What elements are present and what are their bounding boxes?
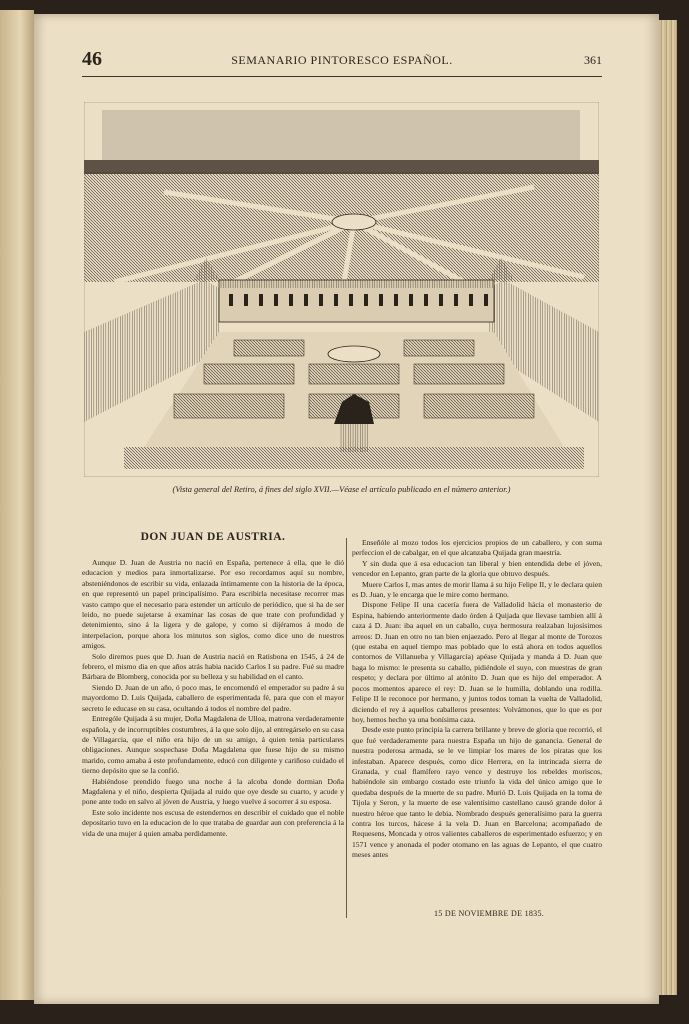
column-divider xyxy=(346,538,347,918)
issue-date: 15 DE NOVIEMBRE DE 1835. xyxy=(434,909,545,918)
article-paragraph: Desde este punto principia la carrera brillante y breve de gloria que recorrió, el que fué verdaderamente para nuestra España un hijo de ganancia. General de nuestra poderosa armada, se le ve limpiar los mares de los piratas que los infestaban. Aparece después, como dice Herrera, en la intrincada sierra de Granada, y cual flamífero rayo vence y destruye los rebeldes moriscos, habiéndole sin embargo costado este triunfo la vida del único amigo que le quedaba después de la muerte de su padre. Murió D. Luis Quijada en la toma de Tijola y Seron, y la muerte de ese valentísimo castellano causó grande dolor á nuestro héroe que tanto le debia. Nombrado después generalísimo para la guerra contra los turcos, hácese á la vela D. Juan en Barcelona; acompañado de Requesens, Moncada y otros valientes caballeros de esperimentado esfuerzo; y en 1571 vence y anonada el poder otomano en las aguas de Lepanto, el que cuatro meses antes xyxy=(352,725,602,860)
article-paragraph: Muere Carlos I, mas antes de morir llama á su hijo Felipe II, y le declara quien es D. Juan, y le encarga que le mire como hermano. xyxy=(352,579,602,600)
left-page-edge xyxy=(0,10,34,1000)
article-paragraph: Dispone Felipe II una cacería fuera de Valladolid hácia el monasterio de Espina, habiendo anteriormente dado órden á Quijada que llevase tambien allí á caza á D. Juan: iba aquel en un caballo, cuya hermosura realzaban lujosísimos arreos: D. Juan en otro no tan bien enjaezado. Pero al llegar al monte de Torozos (que estaba en aquel tiempo mas poblado que lo está ahora en todos aquellos contornos de Villanueba y Villagarcía) apéase Quijada y manda á D. Juan que haga lo mismo: le presenta su caballo, pidiéndole el suyo, con muestras de gran respeto; y declara por último al atónito D. Juan que es hijo del emperador. A pocos momentos aparece el rey: D. Juan se le humilla, doblando una rodilla. Felipe II le reconoce por hermano, y juntos todos toman la vuelta de Valladolid, diciendo el rey á aquellos caballeros presentes: Volvámonos, que lo que es por hoy, hemos hecho ya una bonísima caza. xyxy=(352,600,602,724)
page-header xyxy=(82,48,602,88)
article-title: DON JUAN DE AUSTRIA. xyxy=(140,531,286,543)
article-paragraph: Solo diremos pues que D. Juan de Austria nació en Ratisbona en 1545, á 24 de febrero, el mismo dia en que años atrás habia nacido Carlos I su padre. Fué su madre Bárbara de Blomberg, conocida por su belleza y su habilidad en el canto. xyxy=(82,651,344,682)
article-paragraph: Siendo D. Juan de un año, ó poco mas, le encomendó el emperador su padre á su mayordomo D. Luis Quijada, caballero de esperimentada fé, para que con el mayor secreto le educase en su casa, ocultando á todos el nombre del padre. xyxy=(82,682,344,713)
engraving-horizon xyxy=(84,160,599,174)
article-paragraph: Habiéndose prendido fuego una noche á la alcoba donde dormian Doña Magdalena y el niño, despierta Quijada al ruido que oye desde su cuarto, y acude y pone ante todo en salvo al jóven de Austria, y luego vuelve á socorrer á su esposa. xyxy=(82,776,344,807)
article-paragraph: Aunque D. Juan de Austria no nació en España, pertenece á ella, que le dió educacion y medios para inmortalizarse. Por eso recordamos aquí su nombre, absteniéndonos de escribir su vida, enlazada íntimamente con la historia de la época, en que representó un papel principalísimo. Para escribirla necesitase recorrer mas vasto campo que el necesario para estender un artículo de periódico, que si ha de ser leido, no puede sujetarse á examinar las cosas de que trate con profundidad y detenimiento, sino á la ligera y de galope, y como si dijéramos á modo de interpelacion, porque ahora los minutos son siglos, como dice uno de nuestros amigos. xyxy=(82,558,344,651)
article-paragraph: Y sin duda que á esa educacion tan liberal y bien entendida debe el jóven, vencedor en Lepanto, gran parte de la gloria que obtuvo después. xyxy=(352,558,602,579)
header-rule xyxy=(82,76,602,77)
engraving-foreground xyxy=(124,447,584,469)
journal-title: SEMANARIO PINTORESCO ESPAÑOL. xyxy=(231,53,453,67)
engraving-sky xyxy=(102,110,580,162)
retiro-engraving xyxy=(84,102,599,477)
article-column-left xyxy=(82,558,344,839)
page-stack-edge xyxy=(659,20,677,995)
illustration-caption: (Vista general del Retiro, á fines del siglo XVII.—Véase el artículo publicado en el número anterior.) xyxy=(172,485,511,494)
engraving-fountain-near xyxy=(328,346,380,362)
page-number-right: 361 xyxy=(584,53,602,67)
article-paragraph: Enseñóle al mozo todos los ejercicios propios de un caballero, y con suma perfeccion el de cabalgar, en el que alcanzaba Quijada gran maestría. xyxy=(352,538,602,558)
engraving-fountain-far xyxy=(332,214,376,230)
article-column-right xyxy=(352,538,602,861)
article-paragraph: Este solo incidente nos escusa de estendernos en describir el cuidado que el noble depositario tuvo en la educacion de lo que trataba de guardar aun con preferencia á la vida de una mujer á quien amaba perdidamente. xyxy=(82,807,344,838)
article-paragraph: Entrególe Quijada á su mujer, Doña Magdalena de Ulloa, matrona verdaderamente española, y de incorruptibles costumbres, á la que solo dijo, al entregárselo en su casa de Villagarcia, que el niño era hijo de un su amigo, á quien tenia particulares obligaciones. Aunque sospechase Doña Magdalena que fuese hijo de su mismo marido, como amaba á este profundamente, educó con diligente y cariñoso cuidado el tierno depósito que se la confió. xyxy=(82,714,344,776)
newspaper-page xyxy=(34,14,659,1004)
page-number-left: 46 xyxy=(82,48,102,70)
